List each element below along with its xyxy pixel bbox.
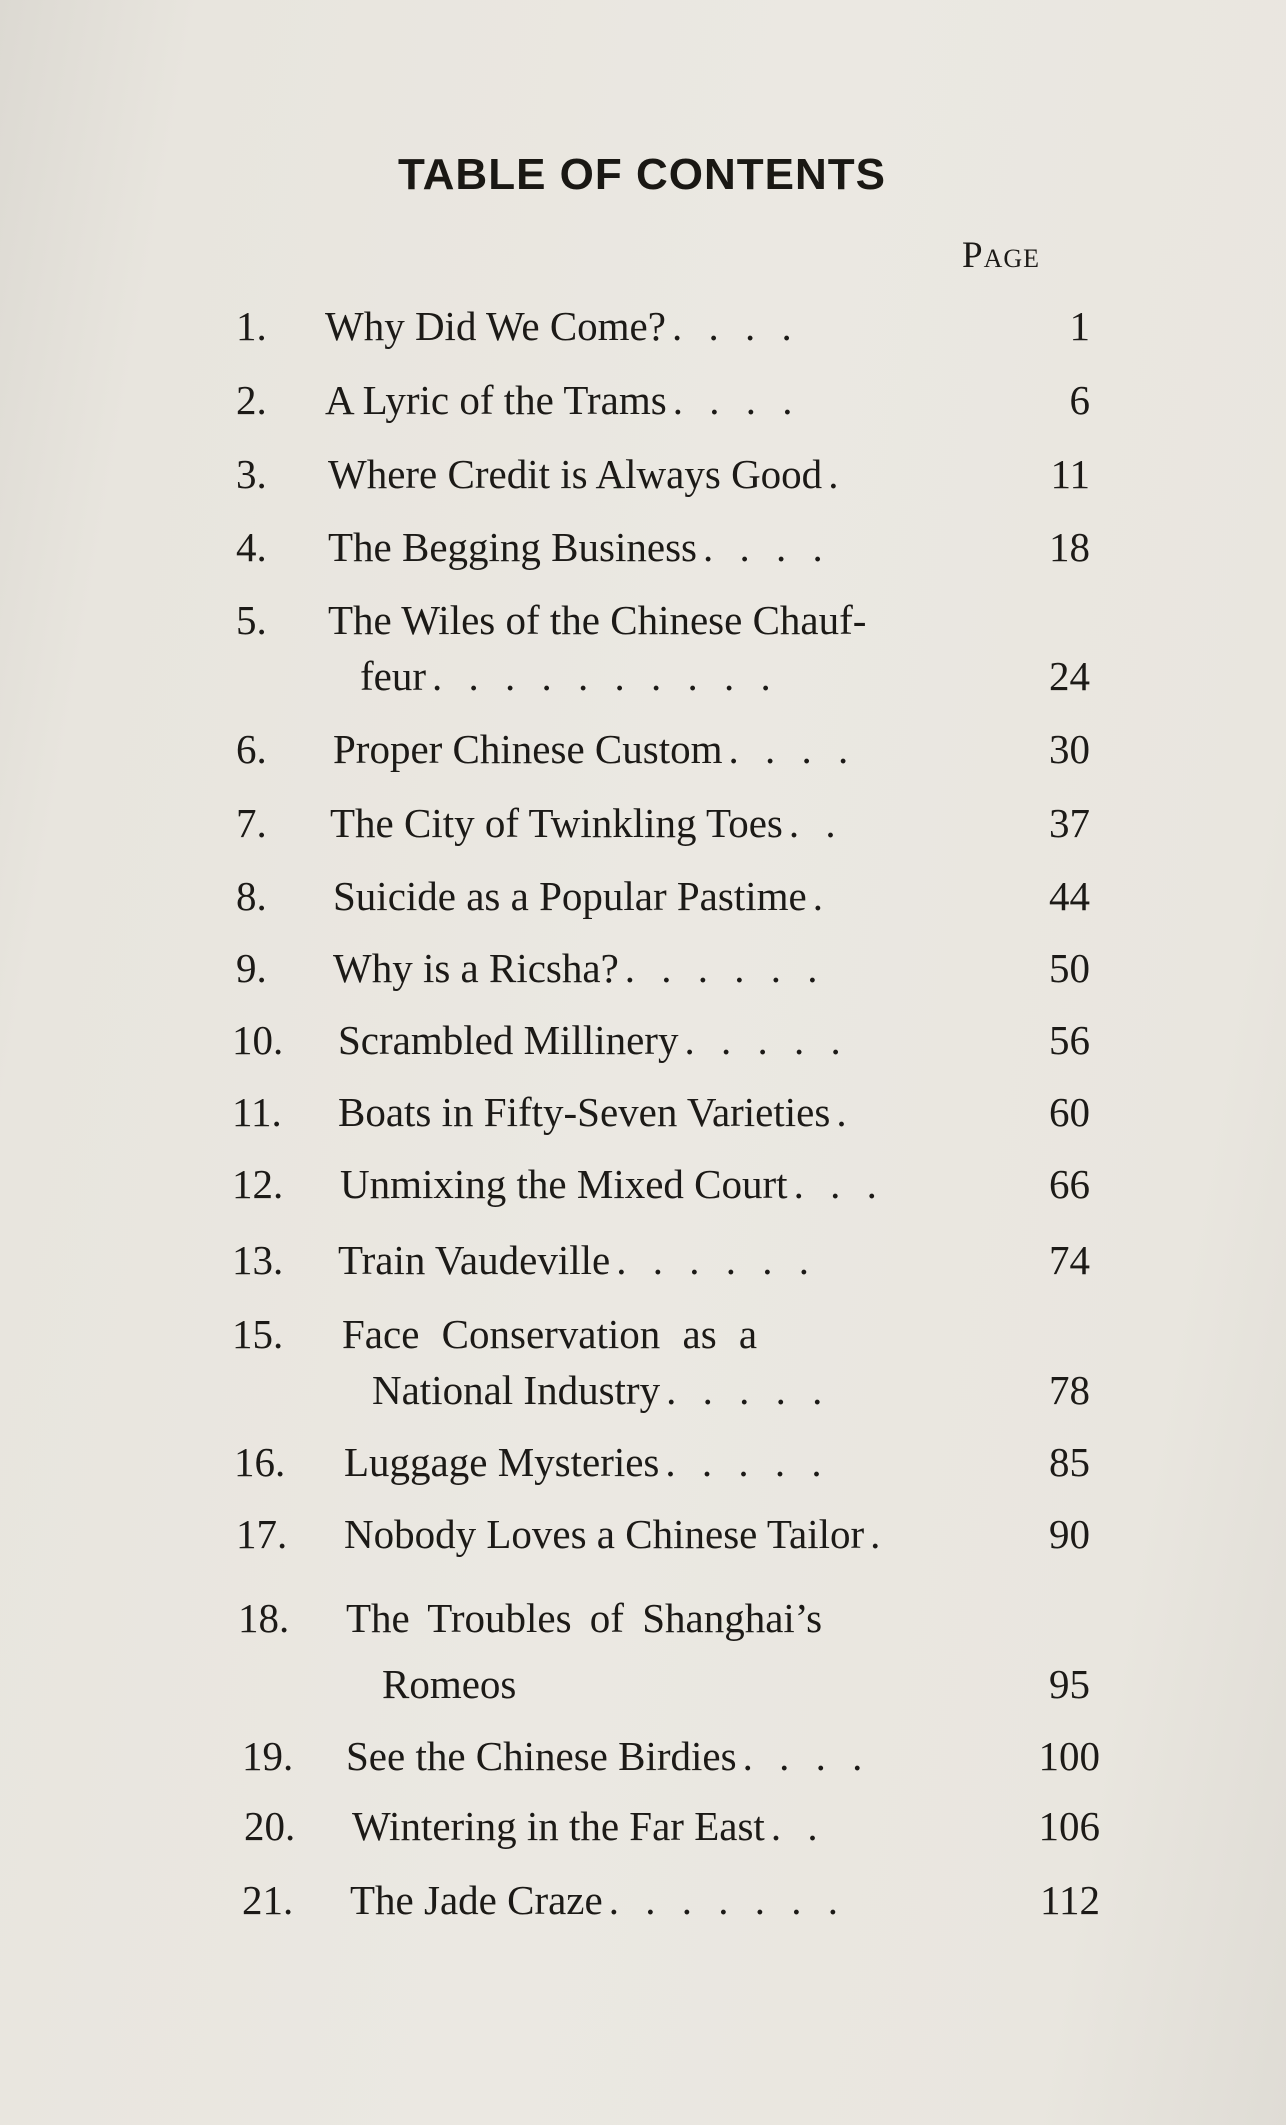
- entry-title: Unmixing the Mixed Court: [340, 1161, 788, 1207]
- entry-number: 11.: [232, 1089, 282, 1135]
- entry-title: Scrambled Millinery: [338, 1017, 679, 1063]
- entry-page: 11: [1050, 451, 1090, 497]
- entry-page: 44: [1049, 873, 1090, 919]
- entry-number: 5.: [236, 597, 267, 643]
- leader-dots: . . . .: [728, 726, 857, 772]
- entry-number: 7.: [236, 800, 267, 846]
- entry-page: 112: [1040, 1877, 1100, 1923]
- entry-number: 9.: [236, 945, 267, 991]
- entry-page: 60: [1049, 1089, 1090, 1135]
- leader-dots: . . . . .: [665, 1439, 830, 1485]
- entry-page: 30: [1049, 726, 1090, 772]
- entry-title: Train Vaudeville: [338, 1237, 611, 1283]
- entry-page: 106: [1038, 1803, 1100, 1849]
- entry-title: The Troubles of Shanghai’s: [346, 1595, 823, 1641]
- entry-number: 6.: [236, 726, 267, 772]
- entry-number: 3.: [236, 451, 267, 497]
- entry-title-continued: Romeos: [382, 1661, 517, 1707]
- entry-number: 19.: [242, 1733, 294, 1779]
- entry-number: 16.: [234, 1439, 286, 1485]
- leader-dots: .: [836, 1089, 855, 1135]
- entry-number: 1.: [236, 303, 267, 349]
- leader-dots: . . . . .: [666, 1367, 831, 1413]
- entry-number: 18.: [238, 1595, 290, 1641]
- entry-title: The City of Twinkling Toes: [330, 800, 783, 846]
- entry-page: 90: [1049, 1511, 1090, 1557]
- entry-page: 74: [1049, 1237, 1090, 1283]
- entry-page: 66: [1049, 1161, 1090, 1207]
- entry-page: 85: [1049, 1439, 1090, 1485]
- entry-number: 15.: [232, 1311, 284, 1357]
- entry-number: 17.: [236, 1511, 288, 1557]
- entry-title: The Wiles of the Chinese Chauf-: [328, 597, 867, 643]
- entry-number: 13.: [232, 1237, 284, 1283]
- entry-title: Suicide as a Popular Pastime: [333, 873, 807, 919]
- entry-page: 100: [1038, 1733, 1100, 1779]
- leader-dots: .: [828, 451, 847, 497]
- leader-dots: . . . .: [702, 524, 831, 570]
- entry-page: 24: [1049, 653, 1090, 699]
- entry-number: 8.: [236, 873, 267, 919]
- entry-title: See the Chinese Birdies: [346, 1733, 737, 1779]
- entry-page: 56: [1049, 1017, 1090, 1063]
- entry-title: Nobody Loves a Chinese Tailor: [344, 1511, 865, 1557]
- entry-title: The Begging Business: [328, 524, 697, 570]
- entry-title: A Lyric of the Trams: [325, 377, 667, 423]
- leader-dots: . .: [788, 800, 844, 846]
- leader-dots: . . . .: [671, 303, 800, 349]
- entry-page: 78: [1049, 1367, 1090, 1413]
- entry-title: Why Did We Come?: [325, 303, 666, 349]
- leader-dots: . .: [770, 1803, 826, 1849]
- leader-dots: . . . . . .: [624, 945, 826, 991]
- entry-page: 1: [1069, 303, 1090, 349]
- entry-page: 37: [1049, 800, 1090, 846]
- page-column-label: Page: [962, 235, 1041, 276]
- entry-page: 18: [1049, 524, 1090, 570]
- entry-number: 10.: [232, 1017, 284, 1063]
- leader-dots: . . . . . . .: [608, 1877, 846, 1923]
- entry-title: Why is a Ricsha?: [333, 945, 619, 991]
- entry-number: 4.: [236, 524, 267, 570]
- entry-title: Wintering in the Far East: [352, 1803, 765, 1849]
- entry-number: 2.: [236, 377, 267, 423]
- leader-dots: .: [870, 1511, 889, 1557]
- page-title: TABLE OF CONTENTS: [398, 150, 886, 199]
- entry-title: Proper Chinese Custom: [333, 726, 723, 772]
- leader-dots: .: [812, 873, 831, 919]
- entry-title: The Jade Craze: [350, 1877, 603, 1923]
- entry-title: Boats in Fifty-Seven Varieties: [338, 1089, 831, 1135]
- entry-title-continued: feur: [360, 653, 427, 699]
- leader-dots: . . . . .: [684, 1017, 849, 1063]
- entry-number: 12.: [232, 1161, 284, 1207]
- entry-title: Luggage Mysteries: [344, 1439, 660, 1485]
- leader-dots: . . . . . . . . . .: [432, 653, 779, 699]
- entry-title: Where Credit is Always Good: [328, 451, 823, 497]
- entry-number: 20.: [244, 1803, 296, 1849]
- entry-page: 95: [1049, 1661, 1090, 1707]
- entry-title: Face Conservation as a: [342, 1311, 758, 1357]
- leader-dots: . . .: [793, 1161, 885, 1207]
- leader-dots: . . . .: [672, 377, 801, 423]
- leader-dots: . . . . . .: [616, 1237, 817, 1283]
- entry-page: 50: [1049, 945, 1090, 991]
- leader-dots: . . . .: [742, 1733, 871, 1779]
- entry-number: 21.: [242, 1877, 294, 1923]
- entry-page: 6: [1069, 377, 1090, 423]
- entry-title-continued: National Industry: [372, 1367, 661, 1413]
